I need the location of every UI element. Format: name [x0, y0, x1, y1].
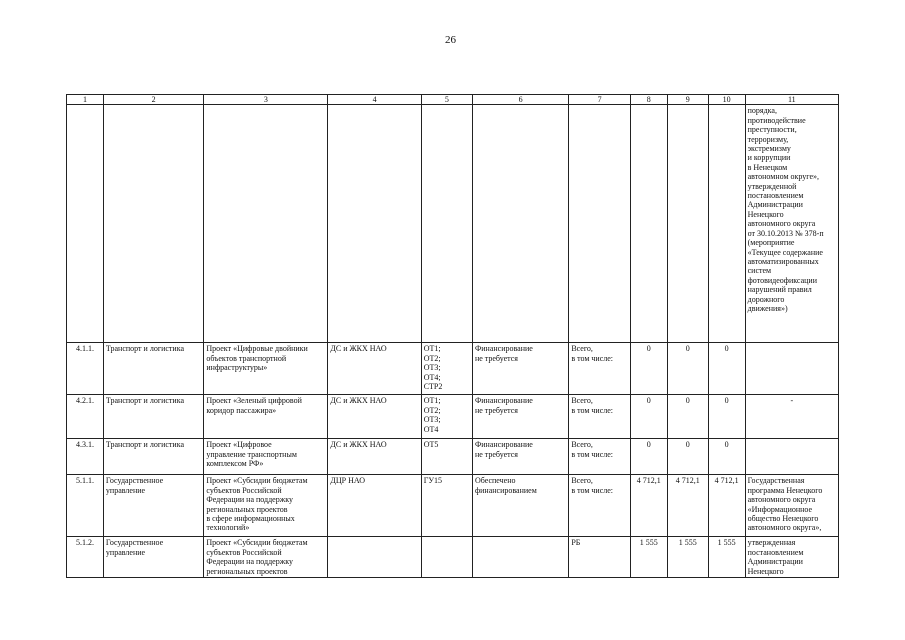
header-cell: 5 — [421, 95, 472, 105]
indicators-cell: ГУ15 — [421, 475, 472, 537]
project-cell: Проект «Субсидии бюджетам субъектов Российской Федерации на поддержку региональных проектов — [204, 537, 328, 578]
note-cell — [745, 439, 838, 475]
continued-note-cell: порядка, противодействие преступности, терроризму, экстремизму и коррупции в Ненецком автономном округе», утвержденной постановлением Администрации Ненецкого автономного округа от 30.10.2013 № 378-п (мероприятие «Текущее содержание автоматизированных систем фотовидеофиксации нарушений правил дорожного движения») — [745, 105, 838, 343]
financing-cell — [472, 537, 568, 578]
value-col10-cell: 4 712,1 — [708, 475, 745, 537]
row-number-cell: 4.2.1. — [67, 395, 104, 439]
header-row — [67, 95, 839, 105]
row-number-cell: 4.3.1. — [67, 439, 104, 475]
empty-cell — [67, 105, 104, 343]
value-col9-cell: 0 — [667, 343, 708, 395]
project-cell: Проект «Зеленый цифровой коридор пассажира» — [204, 395, 328, 439]
table-row — [67, 343, 839, 395]
executor-cell: ДС и ЖКХ НАО — [328, 395, 421, 439]
indicators-cell: ОТ1; ОТ2; ОТ3; ОТ4; СТР2 — [421, 343, 472, 395]
project-cell: Проект «Цифровые двойники объектов транспортной инфраструктуры» — [204, 343, 328, 395]
indicators-cell — [421, 537, 472, 578]
header-cell: 7 — [569, 95, 631, 105]
value-col8-cell: 0 — [630, 343, 667, 395]
row-number-cell: 5.1.1. — [67, 475, 104, 537]
indicators-cell: ОТ5 — [421, 439, 472, 475]
header-cell: 11 — [745, 95, 838, 105]
project-cell: Проект «Цифровое управление транспортным комплексом РФ» — [204, 439, 328, 475]
sector-cell: Государственное управление — [103, 475, 203, 537]
financing-cell: Финансирование не требуется — [472, 439, 568, 475]
sector-cell: Транспорт и логистика — [103, 439, 203, 475]
value-col9-cell: 0 — [667, 439, 708, 475]
empty-cell — [472, 105, 568, 343]
header-cell: 6 — [472, 95, 568, 105]
financing-cell: Финансирование не требуется — [472, 395, 568, 439]
continued-row — [67, 105, 839, 343]
empty-cell — [569, 105, 631, 343]
source-cell: РБ — [569, 537, 631, 578]
value-col10-cell: 0 — [708, 395, 745, 439]
empty-cell — [708, 105, 745, 343]
value-col8-cell: 0 — [630, 439, 667, 475]
page-number: 26 — [445, 34, 456, 46]
header-cell: 4 — [328, 95, 421, 105]
source-cell: Всего, в том числе: — [569, 475, 631, 537]
empty-cell — [667, 105, 708, 343]
table-row — [67, 395, 839, 439]
indicators-cell: ОТ1; ОТ2; ОТ3; ОТ4 — [421, 395, 472, 439]
value-col9-cell: 0 — [667, 395, 708, 439]
financing-cell: Обеспечено финансированием — [472, 475, 568, 537]
data-table — [66, 94, 839, 578]
header-cell: 9 — [667, 95, 708, 105]
executor-cell: ДЦР НАО — [328, 475, 421, 537]
value-col9-cell: 4 712,1 — [667, 475, 708, 537]
value-col8-cell: 1 555 — [630, 537, 667, 578]
header-cell: 1 — [67, 95, 104, 105]
value-col9-cell: 1 555 — [667, 537, 708, 578]
note-cell: Государственная программа Ненецкого автономного округа «Информационное общество Ненецкого автономного округа», — [745, 475, 838, 537]
financing-cell: Финансирование не требуется — [472, 343, 568, 395]
executor-cell: ДС и ЖКХ НАО — [328, 343, 421, 395]
header-cell: 3 — [204, 95, 328, 105]
sector-cell: Транспорт и логистика — [103, 343, 203, 395]
note-cell: утвержденная постановлением Администрации Ненецкого — [745, 537, 838, 578]
sector-cell: Транспорт и логистика — [103, 395, 203, 439]
value-col8-cell: 0 — [630, 395, 667, 439]
value-col10-cell: 0 — [708, 343, 745, 395]
row-number-cell: 5.1.2. — [67, 537, 104, 578]
source-cell: Всего, в том числе: — [569, 439, 631, 475]
executor-cell: ДС и ЖКХ НАО — [328, 439, 421, 475]
table-row — [67, 439, 839, 475]
executor-cell — [328, 537, 421, 578]
empty-cell — [421, 105, 472, 343]
source-cell: Всего, в том числе: — [569, 343, 631, 395]
project-cell: Проект «Субсидии бюджетам субъектов Российской Федерации на поддержку региональных проектов в сфере информационных технологий» — [204, 475, 328, 537]
source-cell: Всего, в том числе: — [569, 395, 631, 439]
header-cell: 10 — [708, 95, 745, 105]
value-col8-cell: 4 712,1 — [630, 475, 667, 537]
note-cell: - — [745, 395, 838, 439]
header-cell: 2 — [103, 95, 203, 105]
note-cell — [745, 343, 838, 395]
empty-cell — [328, 105, 421, 343]
empty-cell — [630, 105, 667, 343]
sector-cell: Государственное управление — [103, 537, 203, 578]
empty-cell — [103, 105, 203, 343]
value-col10-cell: 0 — [708, 439, 745, 475]
header-cell: 8 — [630, 95, 667, 105]
empty-cell — [204, 105, 328, 343]
value-col10-cell: 1 555 — [708, 537, 745, 578]
table-row — [67, 475, 839, 537]
row-number-cell: 4.1.1. — [67, 343, 104, 395]
table-row — [67, 537, 839, 578]
